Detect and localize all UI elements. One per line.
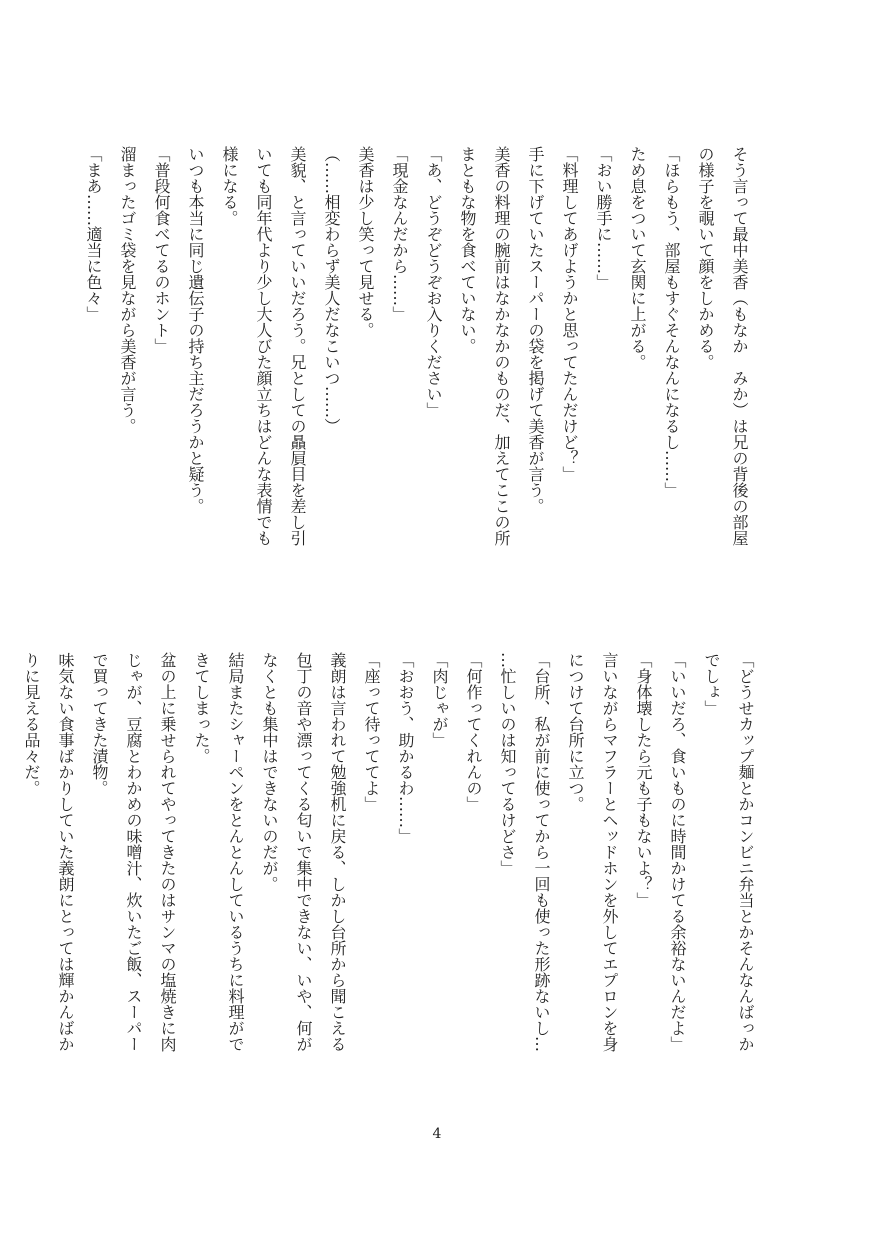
text-line: 美香は少し笑って見せる。 <box>356 146 375 338</box>
text-line: なくとも集中はできないのだが。 <box>260 652 279 892</box>
text-line: いつも本当に同じ遺伝子の持ち主だろうかと疑う。 <box>186 146 205 514</box>
page-number: 4 <box>432 1126 442 1142</box>
text-block-top <box>84 146 756 566</box>
text-line: 言いながらマフラーとヘッドホンを外してエプロンを身 <box>600 652 619 1052</box>
text-line: 「まあ……適当に色々」 <box>84 146 103 322</box>
text-line: 「あ、どうぞどうぞお入りください」 <box>424 146 443 418</box>
text-line: 美貌、と言っていいだろう。兄としての贔屓目を差し引 <box>288 146 307 546</box>
text-line: まともな物を食べていない。 <box>458 146 477 354</box>
text-line: ため息をついて玄関に上がる。 <box>628 146 647 370</box>
text-line: 溜まったゴミ袋を見ながら美香が言う。 <box>118 146 137 434</box>
text-line: 「肉じゃが」 <box>430 652 449 748</box>
text-line: 「身体壊したら元も子もないよ？」 <box>634 652 653 908</box>
text-line: 「いいだろ、食いものに時間かけてる余裕ないんだよ」 <box>668 652 687 1052</box>
text-line: …忙しいのは知ってるけどさ」 <box>498 652 517 876</box>
text-block-bottom <box>22 652 762 1102</box>
text-line: りに見える品々だ。 <box>22 652 41 796</box>
text-line: 味気ない食事ばかりしていた義朗にとっては輝かんばか <box>56 652 75 1052</box>
text-line: 「現金なんだから……」 <box>390 146 409 322</box>
text-line: 盆の上に乗せられてやってきたのはサンマの塩焼きに肉 <box>158 652 177 1052</box>
text-line: じゃが、豆腐とわかめの味噌汁、炊いたご飯、スーパー <box>124 652 143 1052</box>
text-line: 様になる。 <box>220 146 239 226</box>
text-line: 義朗は言われて勉強机に戻る、しかし台所から聞こえる <box>328 652 347 1052</box>
text-line: の様子を覗いて顔をしかめる。 <box>696 146 715 370</box>
text-line: 「どうせカップ麺とかコンビニ弁当とかそんなんばっか <box>736 652 755 1052</box>
text-line: 包丁の音や漂ってくる匂いで集中できない、いや、何が <box>294 652 313 1052</box>
text-line: 「ほらもう、部屋もすぐそんなんになるし……」 <box>662 146 681 498</box>
text-line: 「おおう、助かるわ……」 <box>396 652 415 844</box>
text-line: で買ってきた漬物。 <box>90 652 109 796</box>
text-line: いても同年代より少し大人びた顔立ちはどんな表情でも <box>254 146 273 546</box>
text-line: 「料理してあげようかと思ってたんだけど？」 <box>560 146 579 482</box>
text-line: でしょ」 <box>702 652 721 716</box>
text-line: 結局またシャーペンをとんとんしているうちに料理がで <box>226 652 245 1052</box>
text-line: 美香の料理の腕前はなかなかのものだ、加えてここの所 <box>492 146 511 546</box>
text-line: 「普段何食べてるのホント」 <box>152 146 171 354</box>
text-line: （……相変わらず美人だなこいつ……） <box>322 146 341 434</box>
text-line: 「おい勝手に……」 <box>594 146 613 290</box>
text-line: につけて台所に立つ。 <box>566 652 585 812</box>
text-line: 手に下げていたスーパーの袋を掲げて美香が言う。 <box>526 146 545 514</box>
text-line: きてしまった。 <box>192 652 211 764</box>
text-line: 「台所、私が前に使ってから一回も使った形跡ないし… <box>532 652 551 1052</box>
text-line: そう言って最中美香（もなか みか）は兄の背後の部屋 <box>730 146 749 546</box>
text-line: 「座って待っててよ」 <box>362 652 381 812</box>
text-line: 「何作ってくれんの」 <box>464 652 483 812</box>
